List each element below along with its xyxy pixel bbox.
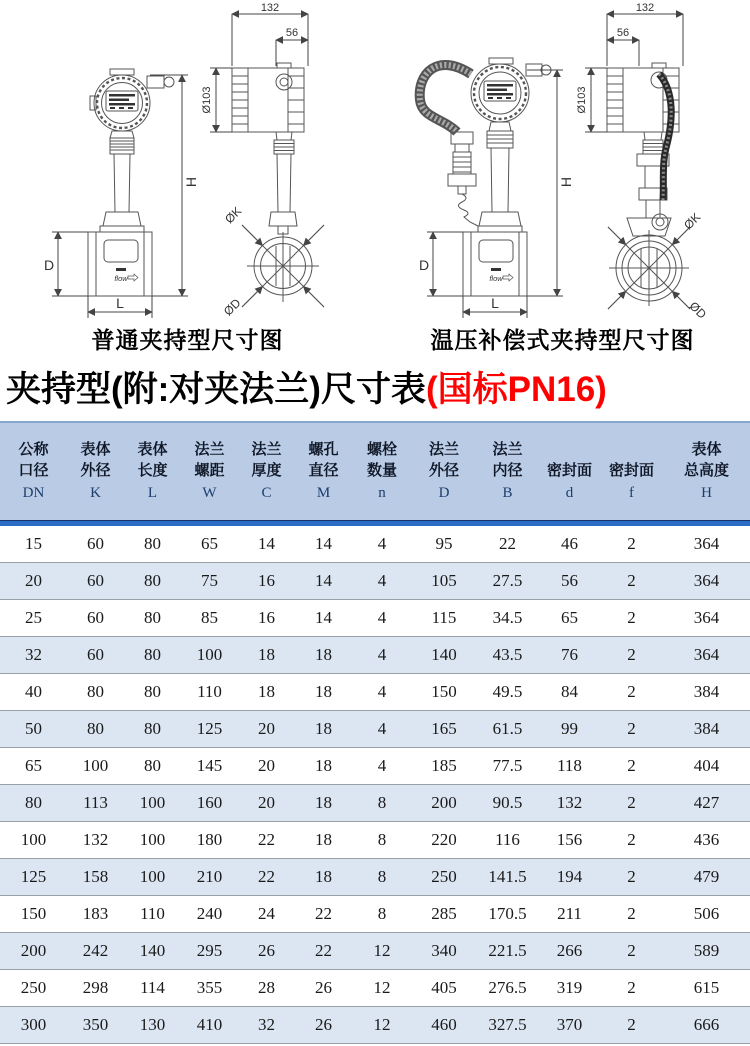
- cell-H: 427: [693, 793, 720, 812]
- cell-W: 160: [196, 793, 223, 812]
- cell-d: 211: [557, 904, 582, 923]
- column-header-C: 法兰 厚度 C: [238, 422, 295, 524]
- cell-C: 20: [258, 756, 275, 775]
- cell-d: 46: [561, 534, 578, 553]
- cell-D: 165: [431, 719, 457, 738]
- cell-M: 14: [315, 608, 332, 627]
- cell-n: 12: [373, 1015, 391, 1034]
- cell-H: 384: [693, 719, 720, 738]
- dim-56: [276, 40, 308, 66]
- cell-H: 404: [693, 756, 720, 775]
- dim-56-label: 56: [616, 27, 630, 39]
- column-header-d: 密封面 d: [539, 422, 600, 524]
- cell-C: 26: [258, 941, 275, 960]
- cell-C: 22: [258, 867, 275, 886]
- cell-L: 110: [140, 904, 165, 923]
- table-row-dn-80: [0, 785, 750, 822]
- cell-DN: 40: [25, 682, 42, 701]
- cell-f: 2: [627, 756, 636, 775]
- cell-f: 2: [627, 793, 636, 812]
- cell-M: 14: [315, 534, 332, 553]
- cell-d: 194: [556, 867, 583, 886]
- cell-D: 105: [431, 571, 457, 590]
- cell-H: 436: [693, 830, 720, 849]
- dim-OD-label: ØD: [686, 298, 710, 322]
- flexible-conduit: [420, 65, 478, 226]
- cell-C: 16: [258, 571, 275, 590]
- cell-B: 22: [499, 534, 516, 553]
- side-view: [607, 63, 690, 309]
- cell-K: 183: [82, 904, 109, 923]
- dim-103-label: Ø103: [201, 86, 213, 114]
- cell-f: 2: [627, 830, 636, 849]
- cell-W: 110: [197, 682, 222, 701]
- cell-K: 350: [82, 1015, 109, 1034]
- cell-K: 132: [82, 830, 109, 849]
- dim-56-label: 56: [285, 27, 299, 39]
- column-header-f: 密封面 f: [600, 422, 663, 524]
- cell-DN: 32: [25, 645, 42, 664]
- column-header-n: 螺栓 数量 n: [352, 422, 412, 524]
- dimension-table: [0, 421, 750, 1044]
- dim-L-label: L: [491, 295, 499, 311]
- diagram-caption-left: 普通夹持型尺寸图: [91, 327, 284, 353]
- cell-d: 56: [561, 571, 578, 590]
- cell-B: 61.5: [492, 719, 523, 738]
- cell-H: 506: [693, 904, 720, 923]
- cell-B: 90.5: [492, 793, 523, 812]
- cell-L: 140: [139, 941, 166, 960]
- cell-W: 210: [196, 867, 223, 886]
- cell-D: 140: [431, 645, 457, 664]
- cell-DN: 100: [20, 830, 47, 849]
- column-header-DN: 公称 口径 DN: [0, 422, 67, 524]
- cell-W: 355: [196, 978, 223, 997]
- table-row-dn-200: [0, 933, 750, 970]
- cell-D: 460: [431, 1015, 457, 1034]
- page-title: [6, 369, 750, 411]
- dim-H-label: H: [558, 176, 574, 188]
- cell-W: 410: [196, 1015, 223, 1034]
- cell-H: 666: [693, 1015, 720, 1034]
- cell-W: 125: [196, 719, 223, 738]
- cell-H: 364: [693, 534, 720, 553]
- dim-D-label: D: [44, 257, 55, 273]
- cell-C: 16: [258, 608, 275, 627]
- flange-circle: [242, 225, 324, 307]
- flow-label: flow: [489, 274, 503, 283]
- probe-spring: [458, 194, 478, 226]
- cell-DN: 65: [25, 756, 42, 775]
- cell-C: 18: [258, 645, 275, 664]
- title-main: 夹持型(附:对夹法兰)尺寸表: [6, 370, 426, 409]
- table-row-dn-125: [0, 859, 750, 896]
- cell-D: 340: [431, 941, 457, 960]
- side-view: [232, 63, 324, 307]
- column-header-W: 法兰 螺距 W: [181, 422, 238, 524]
- cell-d: 76: [561, 645, 578, 664]
- table-row-dn-150: [0, 896, 750, 933]
- cell-f: 2: [627, 608, 636, 627]
- dim-H-label: H: [183, 176, 199, 188]
- cell-DN: 15: [25, 534, 42, 553]
- dim-OK-label: ØK: [222, 204, 245, 227]
- cell-n: 4: [377, 608, 387, 627]
- cell-C: 20: [258, 793, 275, 812]
- cell-L: 80: [144, 682, 161, 701]
- cell-DN: 150: [20, 904, 47, 923]
- cell-K: 242: [82, 941, 109, 960]
- table-row-dn-40: [0, 674, 750, 711]
- cell-n: 12: [373, 941, 391, 960]
- dim-103: [585, 68, 607, 132]
- column-header-K: 表体 外径 K: [67, 422, 124, 524]
- flange-circle: [608, 227, 690, 309]
- diagram-normal-clamp: [0, 0, 375, 355]
- cell-K: 80: [87, 719, 104, 738]
- table-row-dn-25: [0, 600, 750, 637]
- cell-M: 26: [315, 1015, 332, 1034]
- cell-D: 95: [435, 534, 453, 553]
- cell-L: 100: [139, 793, 166, 812]
- normal-clamp-drawing-icon: [0, 0, 375, 322]
- front-view: [88, 69, 174, 296]
- cell-d: 65: [561, 608, 578, 627]
- cell-D: 405: [431, 978, 457, 997]
- cell-B: 327.5: [488, 1015, 527, 1034]
- dim-56: [607, 40, 639, 66]
- cell-W: 145: [196, 756, 223, 775]
- cell-W: 65: [201, 534, 218, 553]
- cell-L: 80: [144, 571, 161, 590]
- table-row-dn-250: [0, 970, 750, 1007]
- cell-L: 100: [139, 830, 166, 849]
- cell-M: 22: [315, 904, 332, 923]
- cell-B: 221.5: [488, 941, 527, 960]
- cell-DN: 20: [25, 571, 42, 590]
- flow-label: flow: [114, 274, 128, 283]
- cell-K: 113: [83, 793, 108, 812]
- cell-M: 18: [315, 830, 332, 849]
- cell-DN: 250: [20, 978, 47, 997]
- cell-d: 156: [556, 830, 583, 849]
- cell-K: 60: [87, 645, 104, 664]
- dim-D: [52, 232, 88, 296]
- cell-DN: 200: [20, 941, 47, 960]
- cell-M: 18: [315, 793, 332, 812]
- cell-DN: 300: [20, 1015, 47, 1034]
- cell-L: 80: [144, 608, 161, 627]
- cell-C: 20: [258, 719, 275, 738]
- cell-C: 14: [258, 534, 275, 553]
- cell-M: 18: [315, 719, 332, 738]
- cell-L: 80: [144, 645, 161, 664]
- cell-f: 2: [627, 1015, 636, 1034]
- cell-B: 276.5: [488, 978, 527, 997]
- cell-D: 250: [431, 867, 457, 886]
- cell-M: 22: [315, 941, 332, 960]
- dim-D-label: D: [419, 257, 430, 273]
- cell-B: 116: [495, 830, 520, 849]
- cell-C: 32: [258, 1015, 275, 1034]
- column-header-M: 螺孔 直径 M: [295, 422, 352, 524]
- diagram-temp-pressure-clamp: [375, 0, 750, 355]
- cell-K: 60: [87, 608, 104, 627]
- cell-B: 27.5: [492, 571, 523, 590]
- cell-B: 170.5: [488, 904, 527, 923]
- cell-M: 18: [315, 756, 332, 775]
- cell-H: 364: [693, 608, 720, 627]
- cell-M: 18: [315, 682, 332, 701]
- table-row-dn-50: [0, 711, 750, 748]
- cell-d: 84: [561, 682, 578, 701]
- cell-n: 4: [377, 682, 387, 701]
- cell-L: 114: [140, 978, 165, 997]
- cell-H: 384: [693, 682, 720, 701]
- cell-f: 2: [627, 645, 636, 664]
- cell-DN: 25: [25, 608, 42, 627]
- cell-D: 185: [431, 756, 457, 775]
- cell-n: 8: [377, 793, 387, 812]
- column-header-B: 法兰 内径 B: [476, 422, 539, 524]
- cell-DN: 80: [25, 793, 42, 812]
- cell-f: 2: [627, 719, 636, 738]
- dim-OK-label: ØK: [681, 210, 704, 233]
- title-highlight: (国标PN16): [425, 370, 607, 409]
- dim-132-label: 132: [635, 2, 655, 14]
- cell-n: 4: [377, 719, 387, 738]
- diagram-caption-right: 温压补偿式夹持型尺寸图: [430, 327, 695, 353]
- cell-d: 118: [557, 756, 582, 775]
- dim-OD-label: ØD: [220, 295, 244, 319]
- cell-f: 2: [627, 867, 636, 886]
- cell-L: 80: [144, 756, 161, 775]
- cell-f: 2: [627, 978, 636, 997]
- cell-H: 364: [693, 645, 720, 664]
- cell-f: 2: [627, 682, 636, 701]
- temp-pressure-clamp-drawing-icon: [375, 0, 750, 322]
- cell-M: 18: [315, 867, 332, 886]
- cell-H: 364: [693, 571, 720, 590]
- cell-B: 77.5: [492, 756, 523, 775]
- front-view: [420, 58, 551, 296]
- column-header-L: 表体 长度 L: [124, 422, 181, 524]
- cell-K: 158: [82, 867, 109, 886]
- cell-DN: 50: [25, 719, 42, 738]
- cell-f: 2: [627, 534, 636, 553]
- column-header-H: 表体 总高度 H: [663, 422, 750, 524]
- cell-W: 180: [196, 830, 223, 849]
- table-header-row: [0, 422, 750, 524]
- cell-K: 298: [82, 978, 109, 997]
- cell-B: 43.5: [492, 645, 523, 664]
- cell-W: 295: [196, 941, 223, 960]
- cell-D: 150: [431, 682, 457, 701]
- table-row-dn-15: [0, 524, 750, 563]
- cell-K: 100: [82, 756, 109, 775]
- cell-L: 80: [144, 719, 161, 738]
- compensation-hose: [659, 74, 671, 200]
- cell-C: 22: [258, 830, 275, 849]
- table-row-dn-65: [0, 748, 750, 785]
- cell-n: 4: [377, 534, 387, 553]
- cell-n: 8: [377, 904, 387, 923]
- cell-C: 24: [258, 904, 275, 923]
- table-body: [0, 524, 750, 1044]
- table-row-dn-300: [0, 1007, 750, 1044]
- dim-L-label: L: [116, 295, 124, 311]
- cell-H: 589: [693, 941, 720, 960]
- cell-d: 370: [556, 1015, 583, 1034]
- table-row-dn-20: [0, 563, 750, 600]
- cell-n: 4: [377, 756, 387, 775]
- cell-n: 12: [373, 978, 391, 997]
- cell-L: 100: [139, 867, 166, 886]
- cell-W: 100: [196, 645, 223, 664]
- cell-D: 285: [431, 904, 457, 923]
- cell-B: 141.5: [488, 867, 527, 886]
- cell-D: 200: [431, 793, 457, 812]
- dim-103: [210, 68, 232, 132]
- cell-W: 75: [201, 571, 218, 590]
- dim-D: [427, 232, 463, 296]
- cell-K: 60: [87, 571, 104, 590]
- cell-M: 26: [315, 978, 332, 997]
- cell-DN: 125: [20, 867, 47, 886]
- cell-H: 615: [693, 978, 720, 997]
- cell-d: 99: [561, 719, 578, 738]
- cell-f: 2: [627, 941, 636, 960]
- cell-H: 479: [693, 867, 720, 886]
- cell-f: 2: [627, 571, 636, 590]
- column-header-D: 法兰 外径 D: [412, 422, 476, 524]
- dim-103-label: Ø103: [576, 86, 588, 114]
- cell-d: 319: [556, 978, 583, 997]
- cell-f: 2: [627, 904, 636, 923]
- diagram-area: [0, 0, 750, 355]
- cell-n: 8: [377, 867, 387, 886]
- cell-W: 85: [201, 608, 218, 627]
- cell-C: 18: [258, 682, 275, 701]
- cell-B: 34.5: [492, 608, 523, 627]
- cell-n: 4: [377, 571, 387, 590]
- cell-D: 115: [431, 608, 457, 627]
- cell-d: 132: [556, 793, 583, 812]
- cell-L: 80: [144, 534, 161, 553]
- table-row-dn-100: [0, 822, 750, 859]
- cell-L: 130: [139, 1015, 166, 1034]
- cell-M: 14: [315, 571, 332, 590]
- cell-M: 18: [315, 645, 332, 664]
- cell-n: 8: [377, 830, 387, 849]
- table-row-dn-32: [0, 637, 750, 674]
- cell-K: 80: [87, 682, 104, 701]
- cell-C: 28: [258, 978, 275, 997]
- cell-d: 266: [556, 941, 583, 960]
- cell-K: 60: [87, 534, 104, 553]
- cell-n: 4: [377, 645, 387, 664]
- cell-B: 49.5: [492, 682, 523, 701]
- cell-D: 220: [431, 830, 457, 849]
- dim-132-label: 132: [260, 2, 280, 14]
- cell-W: 240: [196, 904, 223, 923]
